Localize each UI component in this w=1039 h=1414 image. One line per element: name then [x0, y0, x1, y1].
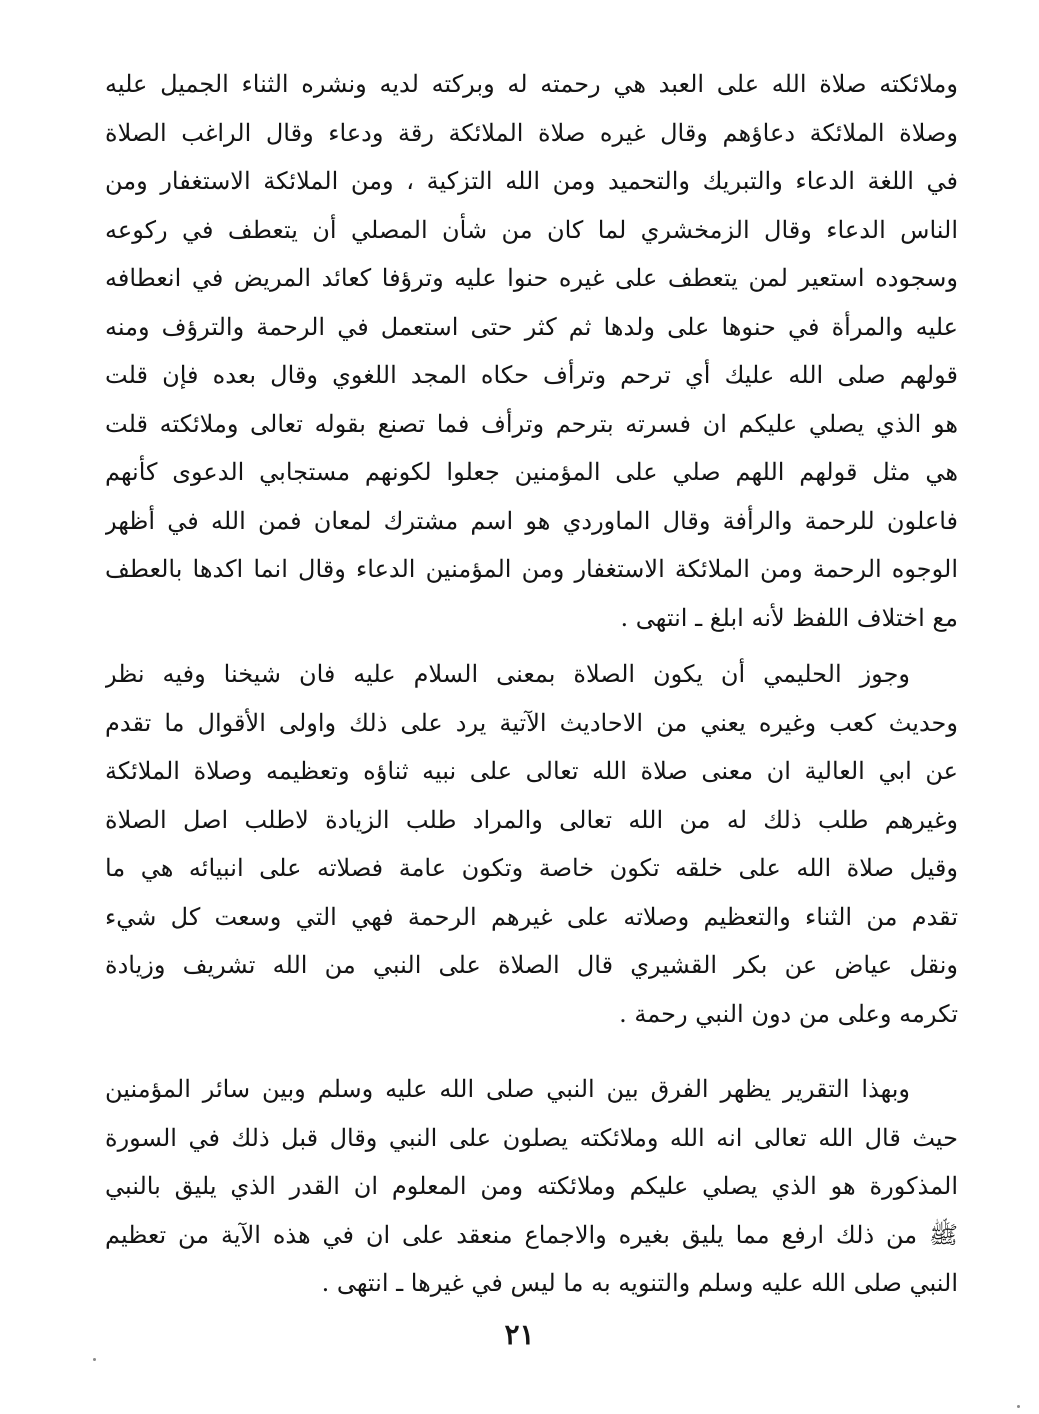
text-line: قولهم صلى الله عليك أي ترحم وترأف حكاه المجد اللغوي وقال بعده فإن قلت	[105, 361, 958, 389]
paragraph-2	[105, 650, 958, 1038]
paragraph-3	[105, 1065, 958, 1308]
text-line: عن ابي العالية ان معنى صلاة الله تعالى على نبيه ثناؤه وتعظيمه وصلاة الملائكة	[105, 757, 958, 785]
text-line: عليه والمرأة في حنوها على ولدها ثم كثر حتى استعمل في الرحمة والترؤف ومنه	[105, 312, 958, 341]
text-line: وملائكته صلاة الله على العبد هي رحمته له وبركته لديه ونشره الثناء الجميل عليه	[105, 70, 958, 98]
paragraph-1	[105, 60, 958, 642]
text-line: وسجوده استعير لمن يتعطف على غيره حنوا عليه وترؤفا كعائد المريض في انعطافه	[105, 264, 958, 292]
text-line: وصلاة الملائكة دعاؤهم وقال غيره صلاة الملائكة رقة ودعاء وقال الراغب الصلاة	[105, 118, 958, 147]
scan-speck	[1017, 1405, 1020, 1408]
text-line: الوجوه الرحمة ومن الملائكة الاستغفار ومن المؤمنين الدعاء وقال انما اكدها بالعطف	[105, 555, 958, 583]
text-line: وحديث كعب وغيره يعني من الاحاديث الآتية يرد على ذلك واولى الأقوال ما تقدم	[105, 708, 958, 737]
text-line: مع اختلاف اللفظ لأنه ابلغ ـ انتهى .	[620, 603, 958, 632]
text-line: في اللغة الدعاء والتبريك والتحميد ومن الله التزكية ، ومن الملائكة الاستغفار ومن	[105, 167, 958, 195]
text-line: وبهذا التقرير يظهر الفرق بين النبي صلى الله عليه وسلم وبين سائر المؤمنين	[105, 1075, 910, 1103]
text-line: وجوز الحليمي أن يكون الصلاة بمعنى السلام عليه فان شيخنا وفيه نظر	[105, 660, 910, 688]
text-line: المذكورة هو الذي يصلي عليكم وملائكته ومن المعلوم ان القدر الذي يليق بالنبي	[105, 1172, 958, 1200]
scan-speck	[93, 1358, 96, 1361]
text-line: ﷺ من ذلك ارفع مما يليق بغيره والاجماع منعقد على ان في هذه الآية من تعظيم	[105, 1220, 958, 1249]
text-line: وقيل صلاة الله على خلقه تكون خاصة وتكون عامة فصلاته على انبيائه هي ما	[105, 854, 958, 882]
text-line: ونقل عياض عن بكر القشيري قال الصلاة على النبي من الله تشريف وزيادة	[105, 951, 958, 979]
text-line: تكرمه وعلى من دون النبي رحمة .	[619, 999, 958, 1028]
text-line: تقدم من الثناء والتعظيم وصلاته على غيرهم الرحمة فهي التي وسعت كل شيء	[105, 902, 958, 931]
text-line: وغيرهم طلب ذلك له من الله تعالى والمراد طلب الزيادة لاطلب اصل الصلاة	[105, 805, 958, 834]
text-line: هي مثل قولهم اللهم صلي على المؤمنين جعلوا لكونهم مستجابي الدعوى كأنهم	[105, 458, 958, 486]
page-number: ٢١	[504, 1318, 535, 1351]
text-line: الناس الدعاء وقال الزمخشري لما كان من شأن المصلي أن يتعطف في ركوعه	[105, 215, 958, 244]
text-line: فاعلون للرحمة والرأفة وقال الماوردي هو اسم مشترك لمعان فمن الله في أظهر	[105, 506, 958, 535]
text-line: النبي صلى الله عليه وسلم والتنويه به ما ليس في غيرها ـ انتهى .	[321, 1269, 958, 1297]
text-line: هو الذي يصلي عليكم ان فسرته بترحم وترأف فما تصنع بقوله تعالى وملائكته قلت	[105, 409, 958, 438]
text-line: حيث قال الله تعالى انه الله وملائكته يصلون على النبي وقال قبل ذلك في السورة	[105, 1123, 958, 1152]
